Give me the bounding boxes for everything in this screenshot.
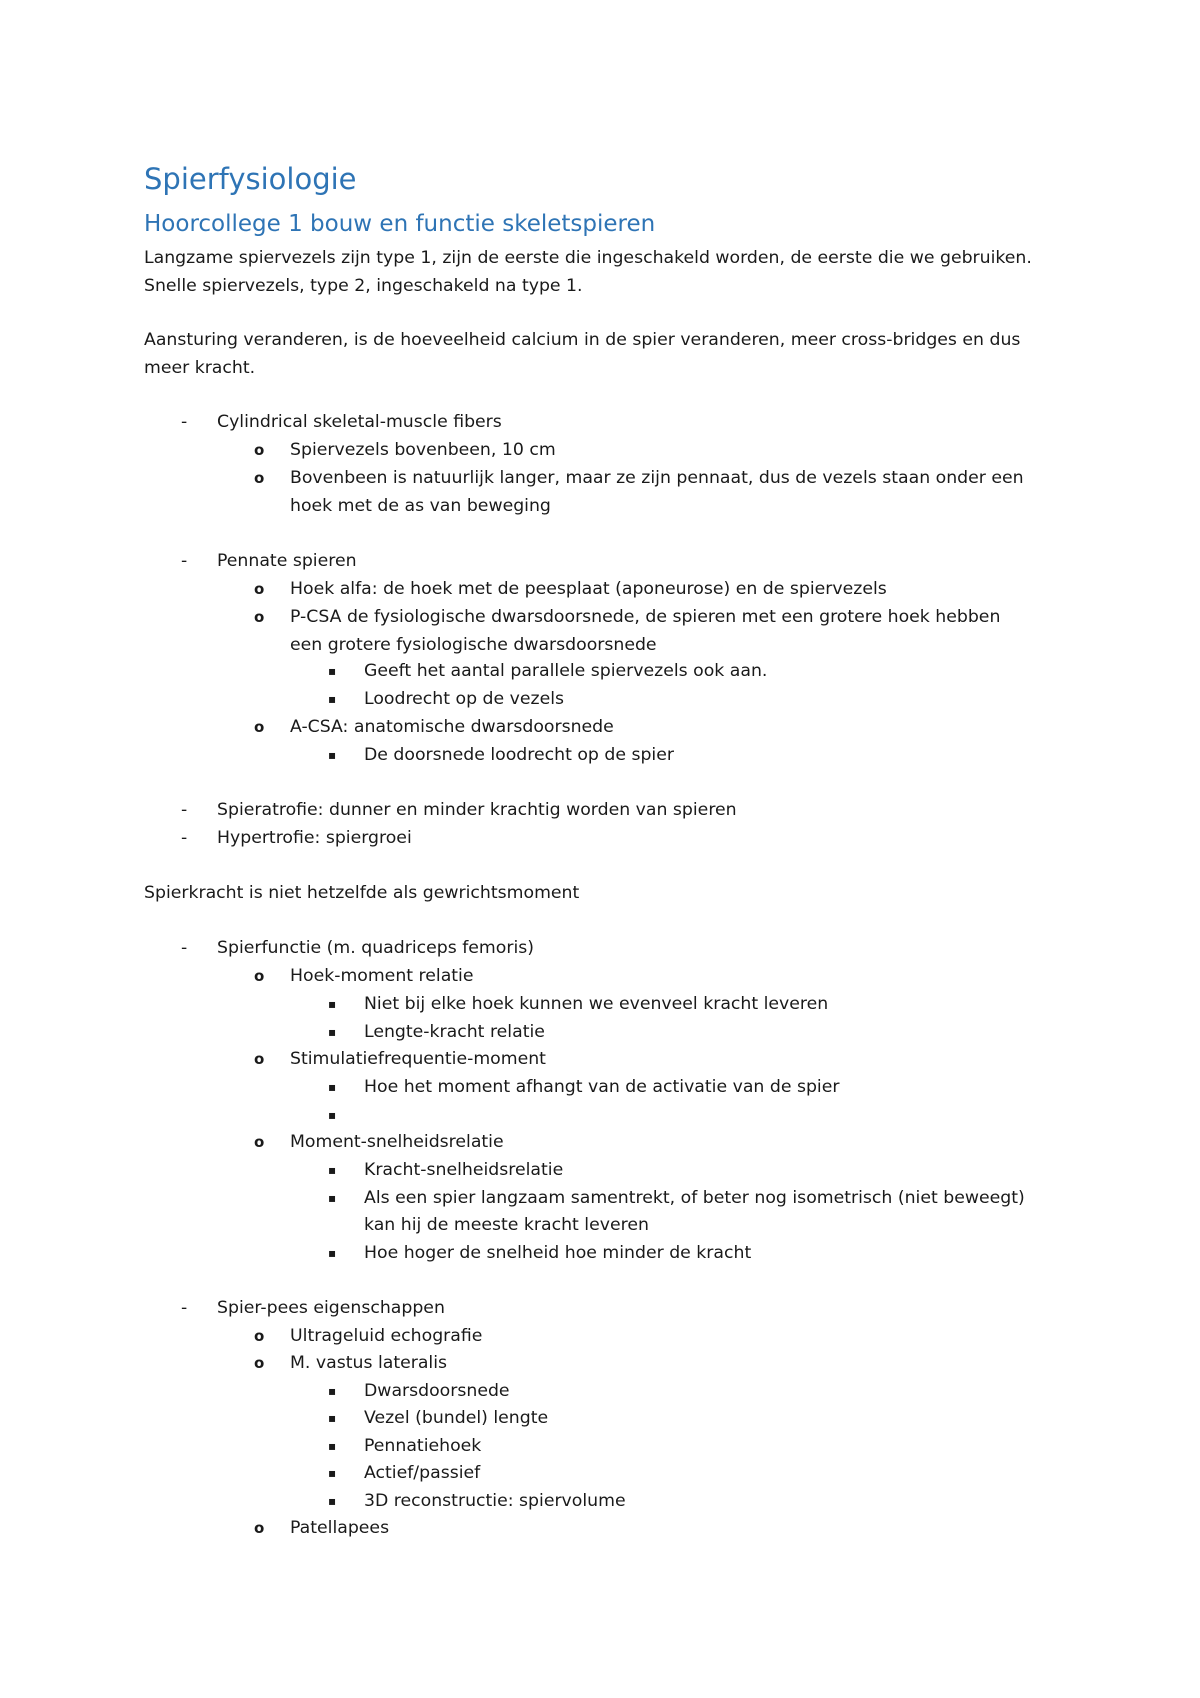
- list-item-text: Vezel (bundel) lengte: [364, 1408, 549, 1428]
- list-item-text: Kracht-snelheidsrelatie: [364, 1160, 564, 1180]
- list-item-text: A-CSA: anatomische dwarsdoorsnede: [290, 717, 614, 737]
- list-item-text: Spieratrofie: dunner en minder krachtig worden van spieren: [217, 800, 737, 820]
- list-item-text: Bovenbeen is natuurlijk langer, maar ze zijn pennaat, dus de vezels staan onder een: [290, 468, 1024, 488]
- list-item-text: Spierfunctie (m. quadriceps femoris): [217, 938, 534, 958]
- list-item-text: Hoe het moment afhangt van de activatie van de spier: [364, 1077, 840, 1097]
- paragraph-line: meer kracht.: [144, 358, 256, 378]
- list-item-text: Loodrecht op de vezels: [364, 689, 565, 709]
- list-item-text: hoek met de as van beweging: [290, 496, 551, 516]
- square-bullet: ▪: [328, 1108, 337, 1122]
- list-item-text: Cylindrical skeletal-muscle fibers: [217, 412, 502, 432]
- list-item-text: Niet bij elke hoek kunnen we evenveel kracht leveren: [364, 994, 829, 1014]
- square-bullet: ▪: [328, 1163, 337, 1177]
- dash-bullet: -: [181, 800, 188, 820]
- circle-bullet: o: [254, 469, 265, 487]
- circle-bullet: o: [254, 1354, 265, 1372]
- square-bullet: ▪: [328, 1025, 337, 1039]
- list-item-text: Dwarsdoorsnede: [364, 1381, 510, 1401]
- square-bullet: ▪: [328, 1191, 337, 1205]
- list-item-text: Hoek-moment relatie: [290, 966, 474, 986]
- circle-bullet: o: [254, 608, 265, 626]
- list-item-text: Hypertrofie: spiergroei: [217, 828, 412, 848]
- paragraph-line: Snelle spiervezels, type 2, ingeschakeld na type 1.: [144, 276, 583, 296]
- list-item-text: Pennatiehoek: [364, 1436, 482, 1456]
- square-bullet: ▪: [328, 1411, 337, 1425]
- list-item-text: Spiervezels bovenbeen, 10 cm: [290, 440, 556, 460]
- circle-bullet: o: [254, 580, 265, 598]
- list-item-text: een grotere fysiologische dwarsdoorsnede: [290, 635, 657, 655]
- list-item-text: Spier-pees eigenschappen: [217, 1298, 445, 1318]
- paragraph-line: Langzame spiervezels zijn type 1, zijn de eerste die ingeschakeld worden, de eerste die we gebruiken.: [144, 248, 1032, 268]
- list-item-text: Geeft het aantal parallele spiervezels ook aan.: [364, 661, 768, 681]
- document-title: Spierfysiologie: [144, 162, 357, 196]
- square-bullet: ▪: [328, 1466, 337, 1480]
- paragraph-line: Spierkracht is niet hetzelfde als gewrichtsmoment: [144, 883, 580, 903]
- list-item-text: M. vastus lateralis: [290, 1353, 448, 1373]
- square-bullet: ▪: [328, 997, 337, 1011]
- circle-bullet: o: [254, 1133, 265, 1151]
- list-item-text: Patellapees: [290, 1518, 390, 1538]
- square-bullet: ▪: [328, 1439, 337, 1453]
- circle-bullet: o: [254, 967, 265, 985]
- list-item-text: De doorsnede loodrecht op de spier: [364, 745, 674, 765]
- list-item-text: 3D reconstructie: spiervolume: [364, 1491, 626, 1511]
- list-item-text: Als een spier langzaam samentrekt, of beter nog isometrisch (niet beweegt): [364, 1188, 1025, 1208]
- square-bullet: ▪: [328, 748, 337, 762]
- list-item-text: Actief/passief: [364, 1463, 481, 1483]
- square-bullet: ▪: [328, 1494, 337, 1508]
- list-item-text: kan hij de meeste kracht leveren: [364, 1215, 649, 1235]
- dash-bullet: -: [181, 1298, 188, 1318]
- circle-bullet: o: [254, 1327, 265, 1345]
- square-bullet: ▪: [328, 1384, 337, 1398]
- square-bullet: ▪: [328, 664, 337, 678]
- list-item-text: Pennate spieren: [217, 551, 357, 571]
- dash-bullet: -: [181, 828, 188, 848]
- list-item-text: Hoek alfa: de hoek met de peesplaat (aponeurose) en de spiervezels: [290, 579, 887, 599]
- square-bullet: ▪: [328, 1246, 337, 1260]
- dash-bullet: -: [181, 412, 188, 432]
- section-heading: Hoorcollege 1 bouw en functie skeletspieren: [144, 211, 656, 237]
- circle-bullet: o: [254, 441, 265, 459]
- square-bullet: ▪: [328, 692, 337, 706]
- circle-bullet: o: [254, 718, 265, 736]
- list-item-text: Stimulatiefrequentie-moment: [290, 1049, 546, 1069]
- square-bullet: ▪: [328, 1080, 337, 1094]
- list-item-text: Hoe hoger de snelheid hoe minder de kracht: [364, 1243, 752, 1263]
- dash-bullet: -: [181, 551, 188, 571]
- circle-bullet: o: [254, 1050, 265, 1068]
- list-item-text: P-CSA de fysiologische dwarsdoorsnede, de spieren met een grotere hoek hebben: [290, 607, 1001, 627]
- circle-bullet: o: [254, 1519, 265, 1537]
- list-item-text: Moment-snelheidsrelatie: [290, 1132, 504, 1152]
- dash-bullet: -: [181, 938, 188, 958]
- list-item-text: Lengte-kracht relatie: [364, 1022, 545, 1042]
- list-item-text: Ultrageluid echografie: [290, 1326, 483, 1346]
- paragraph-line: Aansturing veranderen, is de hoeveelheid calcium in de spier veranderen, meer cross-bridges en dus: [144, 330, 1021, 350]
